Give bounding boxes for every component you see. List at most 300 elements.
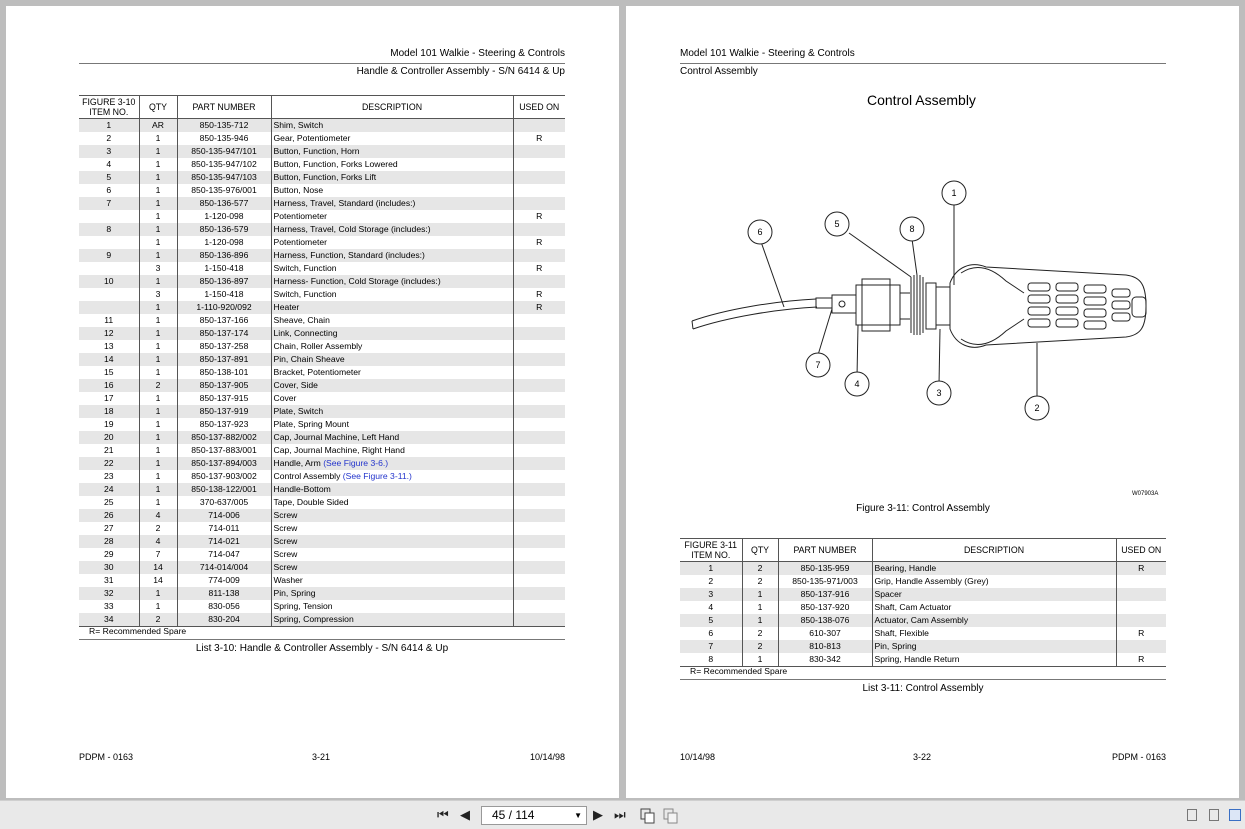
qty-cell: 1 (139, 301, 177, 314)
table-row (79, 197, 565, 210)
table-row (79, 431, 565, 444)
list-caption: List 3-10: Handle & Controller Assembly - S/N 6414 & Up (195, 643, 449, 654)
item-number-cell: 2 (106, 133, 112, 143)
description-cell: Potentiometer (271, 210, 513, 223)
part-number-cell: 811-138 (177, 587, 271, 600)
handle-grip-housing (950, 265, 1146, 348)
table-row (79, 340, 565, 353)
part-number-cell: 850-137-923 (177, 418, 271, 431)
item-number-cell: 9 (79, 249, 139, 262)
part-number-cell: 1-150-418 (177, 288, 271, 301)
description-cell: Control Assembly (See Figure 3-11.) (271, 470, 513, 483)
table-row (79, 132, 565, 145)
description-cell: Cap, Journal Machine, Left Hand (271, 431, 513, 444)
used-on-cell (513, 405, 565, 418)
used-on-cell (513, 327, 565, 340)
part-number-cell: 714-006 (177, 509, 271, 522)
qty-cell: 1 (139, 314, 177, 327)
footer-doc-id: PDPM - 0163 (1111, 752, 1166, 762)
qty-cell: AR (139, 119, 177, 133)
item-number-cell: 3 (680, 588, 742, 601)
item-number-cell: 2 (708, 576, 714, 586)
fit-page-icon[interactable] (663, 808, 679, 828)
table-row (79, 223, 565, 236)
left-page (6, 6, 619, 798)
item-number-cell: 11 (104, 315, 114, 325)
description-cell: Chain, Roller Assembly (271, 340, 513, 353)
used-on-cell (513, 496, 565, 509)
part-number-cell: 850-136-896 (177, 249, 271, 262)
description-cell: Gear, Potentiometer (271, 132, 513, 145)
item-number-cell: 4 (106, 159, 112, 169)
used-on-cell (513, 613, 565, 627)
part-number-cell: 830-204 (177, 613, 271, 627)
table-row (79, 600, 565, 613)
part-number-cell: 850-137-920 (778, 601, 872, 614)
description-cell: Screw (271, 561, 513, 574)
description-cell: Grip, Handle Assembly (Grey) (872, 575, 1116, 588)
used-on-cell (513, 249, 565, 262)
qty-cell: 1 (139, 366, 177, 379)
column-header-qty: QTY (139, 96, 177, 119)
used-on-cell (513, 197, 565, 210)
item-number-cell: 33 (103, 601, 114, 611)
used-on-cell (513, 223, 565, 236)
parts-list-table (680, 538, 1166, 667)
table-row (680, 601, 1166, 614)
part-number-cell: 1-120-098 (177, 210, 271, 223)
part-number-cell: 850-137-891 (177, 353, 271, 366)
description-cell: Screw (271, 509, 513, 522)
part-number-cell: 610-307 (778, 627, 872, 640)
used-on-cell (513, 158, 565, 171)
qty-cell: 7 (139, 548, 177, 561)
footer-date: 10/14/98 (529, 752, 565, 762)
table-row (79, 249, 565, 262)
part-number-cell: 850-135-947/102 (177, 158, 271, 171)
qty-cell: 1 (139, 197, 177, 210)
table-row (79, 275, 565, 288)
item-number-cell (79, 288, 139, 301)
item-number-cell: 27 (103, 523, 114, 533)
part-number-cell: 830-056 (177, 600, 271, 613)
table-row (79, 353, 565, 366)
used-on-cell (513, 314, 565, 327)
used-on-cell (1116, 601, 1166, 614)
qty-cell: 14 (139, 574, 177, 587)
qty-cell: 1 (139, 275, 177, 288)
part-number-cell: 1-110-920/092 (177, 301, 271, 314)
part-number-cell: 714-047 (177, 548, 271, 561)
part-number-cell: 850-138-122/001 (177, 483, 271, 496)
description-cell: Cover (271, 392, 513, 405)
page-number-value: 45 / 114 (492, 808, 535, 822)
table-row (680, 653, 1166, 667)
table-row (79, 405, 565, 418)
grip-ribs (1028, 283, 1130, 329)
description-cell: Cover, Side (271, 379, 513, 392)
table-row (79, 509, 565, 522)
item-number-cell: 15 (103, 367, 114, 377)
table-row (79, 548, 565, 561)
part-number-cell: 850-137-905 (177, 379, 271, 392)
description-cell: Washer (271, 574, 513, 587)
item-number-cell: 17 (103, 393, 114, 403)
figure-reference-link[interactable]: (See Figure 3-6.) (323, 458, 389, 468)
item-number-cell: 22 (79, 457, 139, 470)
page-number-select[interactable] (481, 806, 587, 825)
column-header-desc: DESCRIPTION (271, 96, 513, 119)
callout-7-label: 7 (815, 360, 821, 370)
page-header-subtitle: Handle & Controller Assembly - S/N 6414 & Up (356, 66, 565, 77)
figure-caption: Figure 3-11: Control Assembly (856, 503, 990, 514)
section-title: Control Assembly (867, 92, 976, 108)
used-on-cell (513, 366, 565, 379)
page-header-subtitle: Control Assembly (680, 66, 758, 77)
table-row (79, 392, 565, 405)
table-row (680, 588, 1166, 601)
part-number-cell: 850-135-946 (177, 132, 271, 145)
table-row (79, 470, 565, 483)
description-cell: Actuator, Cam Assembly (872, 614, 1116, 627)
part-number-cell: 850-137-882/002 (177, 431, 271, 444)
description-cell: Plate, Switch (271, 405, 513, 418)
item-number-cell: 19 (103, 419, 114, 429)
part-number-cell: 850-137-883/001 (177, 444, 271, 457)
table-row (79, 171, 565, 184)
used-on-cell: R (1116, 562, 1166, 576)
item-number-cell: 4 (708, 602, 714, 612)
description-cell: Screw (271, 535, 513, 548)
qty-cell: 2 (139, 613, 177, 627)
table-row (79, 145, 565, 158)
description-cell: Heater (271, 301, 513, 314)
description-cell: Switch, Function (271, 262, 513, 275)
used-on-cell: R (513, 262, 565, 275)
cam-actuator-body (856, 285, 900, 325)
used-on-cell (513, 431, 565, 444)
qty-cell: 2 (742, 575, 778, 588)
footer-doc-id: PDPM - 0163 (79, 752, 134, 762)
qty-cell: 1 (139, 587, 177, 600)
item-number-cell: 7 (680, 640, 742, 653)
used-on-cell (1116, 614, 1166, 627)
description-cell: Shaft, Flexible (872, 627, 1116, 640)
item-number-cell: 10 (79, 275, 139, 288)
part-number-cell: 850-135-712 (177, 119, 271, 133)
item-number-cell: 3 (79, 145, 139, 158)
part-number-cell: 850-136-579 (177, 223, 271, 236)
description-cell: Tape, Double Sided (271, 496, 513, 509)
qty-cell: 3 (139, 262, 177, 275)
chevron-down-icon: ▼ (574, 811, 582, 820)
part-number-cell: 714-011 (177, 522, 271, 535)
qty-cell: 1 (139, 132, 177, 145)
description-cell: Cap, Journal Machine, Right Hand (271, 444, 513, 457)
item-number-cell: 31 (103, 575, 114, 585)
column-header-part: PART NUMBER (778, 539, 872, 562)
table-row (680, 562, 1166, 576)
copy-page-icon[interactable] (640, 808, 656, 828)
item-number-cell: 1 (680, 562, 742, 576)
list-caption: List 3-11: Control Assembly (862, 683, 984, 694)
table-row (79, 457, 565, 470)
used-on-cell (513, 483, 565, 496)
description-cell: Harness, Travel, Cold Storage (includes:) (271, 223, 513, 236)
part-number-cell: 850-137-915 (177, 392, 271, 405)
used-on-cell (513, 600, 565, 613)
table-row (79, 587, 565, 600)
used-on-cell (513, 145, 565, 158)
qty-cell: 1 (139, 496, 177, 509)
description-cell: Switch, Function (271, 288, 513, 301)
table-row (79, 483, 565, 496)
used-on-cell (513, 587, 565, 600)
qty-cell: 2 (742, 562, 778, 576)
next-page-button[interactable]: ▶ (593, 807, 603, 822)
description-cell: Pin, Spring (271, 587, 513, 600)
used-on-cell: R (1116, 627, 1166, 640)
viewer-toolbar (0, 800, 1245, 829)
qty-cell: 1 (742, 653, 778, 667)
part-number-cell: 1-120-098 (177, 236, 271, 249)
two-page-view-icon[interactable] (1229, 809, 1241, 821)
footnote: R= Recommended Spare (690, 666, 788, 676)
qty-cell: 2 (742, 640, 778, 653)
used-on-cell (513, 379, 565, 392)
footer-page-number: 3-22 (913, 752, 932, 762)
qty-cell: 1 (139, 223, 177, 236)
table-row (79, 210, 565, 223)
part-number-cell: 810-813 (778, 640, 872, 653)
table-row (79, 366, 565, 379)
description-cell: Bracket, Potentiometer (271, 366, 513, 379)
used-on-cell: R (513, 132, 565, 145)
qty-cell: 1 (139, 392, 177, 405)
footnote-rule (79, 639, 565, 640)
column-header-item: FIGURE 3-11 ITEM NO. (680, 539, 742, 562)
part-number-cell: 850-137-166 (177, 314, 271, 327)
item-number-cell: 5 (79, 171, 139, 184)
footer-page-number: 3-21 (312, 752, 331, 762)
callout-1-label: 1 (951, 188, 957, 198)
part-number-cell: 1-150-418 (177, 262, 271, 275)
part-number-cell: 850-136-897 (177, 275, 271, 288)
table-row (79, 613, 565, 627)
description-cell: Plate, Spring Mount (271, 418, 513, 431)
used-on-cell (513, 392, 565, 405)
description-cell: Pin, Spring (872, 640, 1116, 653)
table-row (79, 418, 565, 431)
part-number-cell: 714-021 (177, 535, 271, 548)
qty-cell: 2 (139, 522, 177, 535)
part-number-cell: 774-009 (177, 574, 271, 587)
description-cell: Handle-Bottom (271, 483, 513, 496)
item-number-cell: 1 (79, 119, 139, 133)
table-row (79, 301, 565, 314)
item-number-cell (79, 210, 139, 223)
qty-cell: 1 (139, 340, 177, 353)
part-number-cell: 850-138-101 (177, 366, 271, 379)
drawing-code: W07903A (1132, 491, 1159, 497)
last-page-button[interactable]: ⏭ (614, 807, 626, 822)
qty-cell: 1 (139, 210, 177, 223)
used-on-cell (513, 340, 565, 353)
item-number-cell: 32 (79, 587, 139, 600)
table-row (680, 614, 1166, 627)
description-cell: Bearing, Handle (872, 562, 1116, 576)
qty-cell: 1 (742, 601, 778, 614)
callout-3-label: 3 (936, 388, 942, 398)
description-cell: Pin, Chain Sheave (271, 353, 513, 366)
description-cell: Screw (271, 522, 513, 535)
description-cell: Spring, Compression (271, 613, 513, 627)
column-header-part: PART NUMBER (177, 96, 271, 119)
callout-5-label: 5 (834, 219, 840, 229)
table-header-row (79, 96, 565, 119)
spacer-part (926, 283, 936, 329)
control-assembly-diagram (686, 171, 1166, 431)
continuous-view-icon[interactable] (1209, 809, 1219, 821)
description-cell: Potentiometer (271, 236, 513, 249)
description-cell: Button, Function, Forks Lowered (271, 158, 513, 171)
used-on-cell (513, 184, 565, 197)
description-cell: Handle, Arm (See Figure 3-6.) (271, 457, 513, 470)
used-on-cell: R (513, 288, 565, 301)
description-cell: Button, Nose (271, 184, 513, 197)
description-cell: Harness- Function, Cold Storage (includes:) (271, 275, 513, 288)
item-number-cell: 28 (79, 535, 139, 548)
qty-cell: 1 (139, 444, 177, 457)
item-number-cell: 12 (79, 327, 139, 340)
qty-cell: 1 (742, 614, 778, 627)
description-cell: Harness, Function, Standard (includes:) (271, 249, 513, 262)
bearing-part (936, 287, 950, 325)
qty-cell: 1 (139, 236, 177, 249)
item-number-cell: 30 (79, 561, 139, 574)
used-on-cell: R (513, 236, 565, 249)
description-cell: Spacer (872, 588, 1116, 601)
part-number-cell: 850-135-971/003 (778, 575, 872, 588)
item-number-cell: 14 (79, 353, 139, 366)
qty-cell: 1 (139, 171, 177, 184)
used-on-cell (513, 574, 565, 587)
single-page-view-icon[interactable] (1187, 809, 1197, 821)
description-cell: Spring, Handle Return (872, 653, 1116, 667)
used-on-cell (513, 535, 565, 548)
item-number-cell: 26 (79, 509, 139, 522)
used-on-cell (513, 171, 565, 184)
flexible-shaft-cable (692, 299, 816, 321)
part-number-cell: 850-135-947/103 (177, 171, 271, 184)
column-header-used: USED ON (513, 96, 565, 119)
used-on-cell (513, 119, 565, 133)
used-on-cell (513, 353, 565, 366)
footer-date: 10/14/98 (680, 752, 716, 762)
qty-cell: 1 (139, 158, 177, 171)
callout-4-label: 4 (854, 379, 860, 389)
figure-reference-link[interactable]: (See Figure 3-11.) (342, 471, 412, 481)
column-header-desc: DESCRIPTION (872, 539, 1116, 562)
qty-cell: 1 (139, 145, 177, 158)
previous-page-button[interactable]: ◀ (460, 807, 470, 822)
item-number-cell: 7 (79, 197, 139, 210)
part-number-cell: 850-135-976/001 (177, 184, 271, 197)
header-rule (79, 63, 565, 64)
item-number-cell: 16 (79, 379, 139, 392)
qty-cell: 1 (139, 600, 177, 613)
part-number-cell: 850-138-076 (778, 614, 872, 627)
used-on-cell (513, 444, 565, 457)
used-on-cell (513, 509, 565, 522)
qty-cell: 3 (139, 288, 177, 301)
table-row (79, 236, 565, 249)
table-row (79, 444, 565, 457)
table-row (79, 327, 565, 340)
part-number-cell: 850-137-916 (778, 588, 872, 601)
description-cell: Harness, Travel, Standard (includes:) (271, 197, 513, 210)
table-row (79, 561, 565, 574)
used-on-cell (513, 275, 565, 288)
used-on-cell (513, 548, 565, 561)
table-row (79, 574, 565, 587)
qty-cell: 1 (139, 483, 177, 496)
used-on-cell (1116, 640, 1166, 653)
part-number-cell: 370-637/005 (177, 496, 271, 509)
item-number-cell (79, 236, 139, 249)
qty-cell: 1 (139, 405, 177, 418)
qty-cell: 1 (139, 327, 177, 340)
item-number-cell: 21 (103, 445, 114, 455)
qty-cell: 1 (139, 249, 177, 262)
table-row (79, 314, 565, 327)
table-row (79, 158, 565, 171)
part-number-cell: 830-342 (778, 653, 872, 667)
part-number-cell: 850-137-174 (177, 327, 271, 340)
used-on-cell: R (513, 210, 565, 223)
table-row (79, 379, 565, 392)
item-number-cell: 8 (79, 223, 139, 236)
description-cell: Button, Function, Horn (271, 145, 513, 158)
qty-cell: 2 (742, 627, 778, 640)
description-cell: Screw (271, 548, 513, 561)
column-header-used: USED ON (1116, 539, 1166, 562)
callout-6-label: 6 (757, 227, 763, 237)
item-number-cell: 29 (103, 549, 114, 559)
table-row (79, 522, 565, 535)
description-cell: Button, Function, Forks Lift (271, 171, 513, 184)
description-cell: Sheave, Chain (271, 314, 513, 327)
item-number-cell: 6 (106, 185, 112, 195)
item-number-cell: 34 (79, 613, 139, 627)
used-on-cell (513, 470, 565, 483)
table-header-row (680, 539, 1166, 562)
spring-pin-part (816, 298, 832, 308)
qty-cell: 4 (139, 535, 177, 548)
part-number-cell: 850-135-947/101 (177, 145, 271, 158)
part-number-cell: 850-136-577 (177, 197, 271, 210)
description-cell: Shim, Switch (271, 119, 513, 133)
first-page-button[interactable]: ⏮ (437, 807, 449, 822)
qty-cell: 1 (139, 431, 177, 444)
qty-cell: 2 (139, 379, 177, 392)
part-number-cell: 850-137-903/002 (177, 470, 271, 483)
used-on-cell: R (513, 301, 565, 314)
footnote: R= Recommended Spare (89, 626, 187, 636)
footnote-rule (680, 679, 1166, 680)
qty-cell: 4 (139, 509, 177, 522)
part-number-cell: 850-137-919 (177, 405, 271, 418)
